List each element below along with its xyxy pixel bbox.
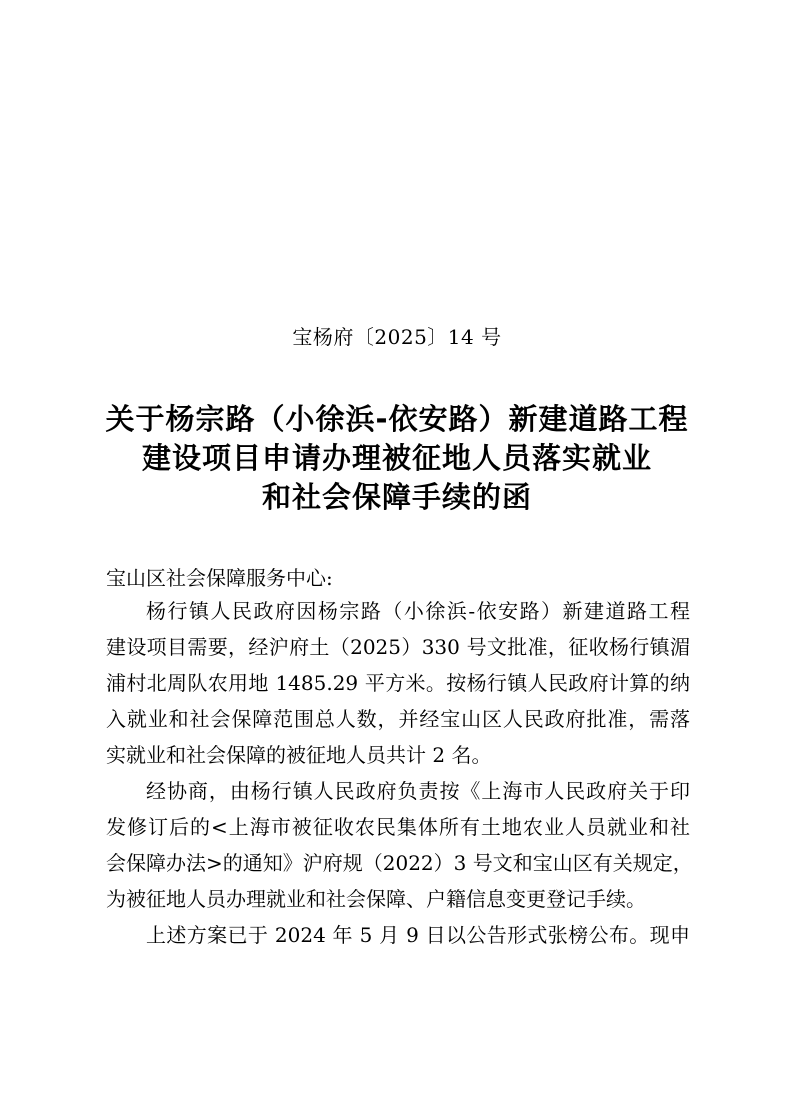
- text-line: 为被征地人员办理就业和社会保障、户籍信息变更登记手续。: [106, 887, 646, 911]
- document-body: [106, 597, 693, 957]
- title-line: 和社会保障手续的函: [261, 480, 532, 514]
- text-line: 建设项目需要，经沪府土（2025）330 号文批准，征收杨行镇湄: [106, 635, 690, 659]
- text-line: 会保障办法>的通知》沪府规（2022）3 号文和宝山区有关规定，: [106, 851, 693, 875]
- paragraph-land-acquisition: [106, 597, 690, 777]
- title-line: 关于杨宗路（小徐浜-依安路）新建道路工程: [105, 402, 689, 436]
- recipient-salutation: 宝山区社会保障服务中心:: [106, 566, 333, 590]
- text-line: 杨行镇人民政府因杨宗路（小徐浜-依安路）新建道路工程: [146, 599, 690, 623]
- text-line: 经协商，由杨行镇人民政府负责按《上海市人民政府关于印: [146, 779, 690, 803]
- paragraph-announcement: [106, 921, 690, 957]
- document-number: 宝杨府〔2025〕14 号: [292, 325, 502, 349]
- title-line: 建设项目申请办理被征地人员落实就业: [141, 441, 652, 475]
- text-line: 发修订后的<上海市被征收农民集体所有土地农业人员就业和社: [106, 815, 690, 839]
- text-line: 浦村北周队农用地 1485.29 平方米。按杨行镇人民政府计算的纳: [106, 671, 690, 695]
- paragraph-procedures: [106, 777, 693, 921]
- text-line: 实就业和社会保障的被征地人员共计 2 名。: [106, 743, 492, 767]
- text-line: 上述方案已于 2024 年 5 月 9 日以公告形式张榜公布。现申: [146, 923, 690, 947]
- text-line: 入就业和社会保障范围总人数，并经宝山区人民政府批准，需落: [106, 707, 690, 731]
- document-title: [0, 400, 794, 517]
